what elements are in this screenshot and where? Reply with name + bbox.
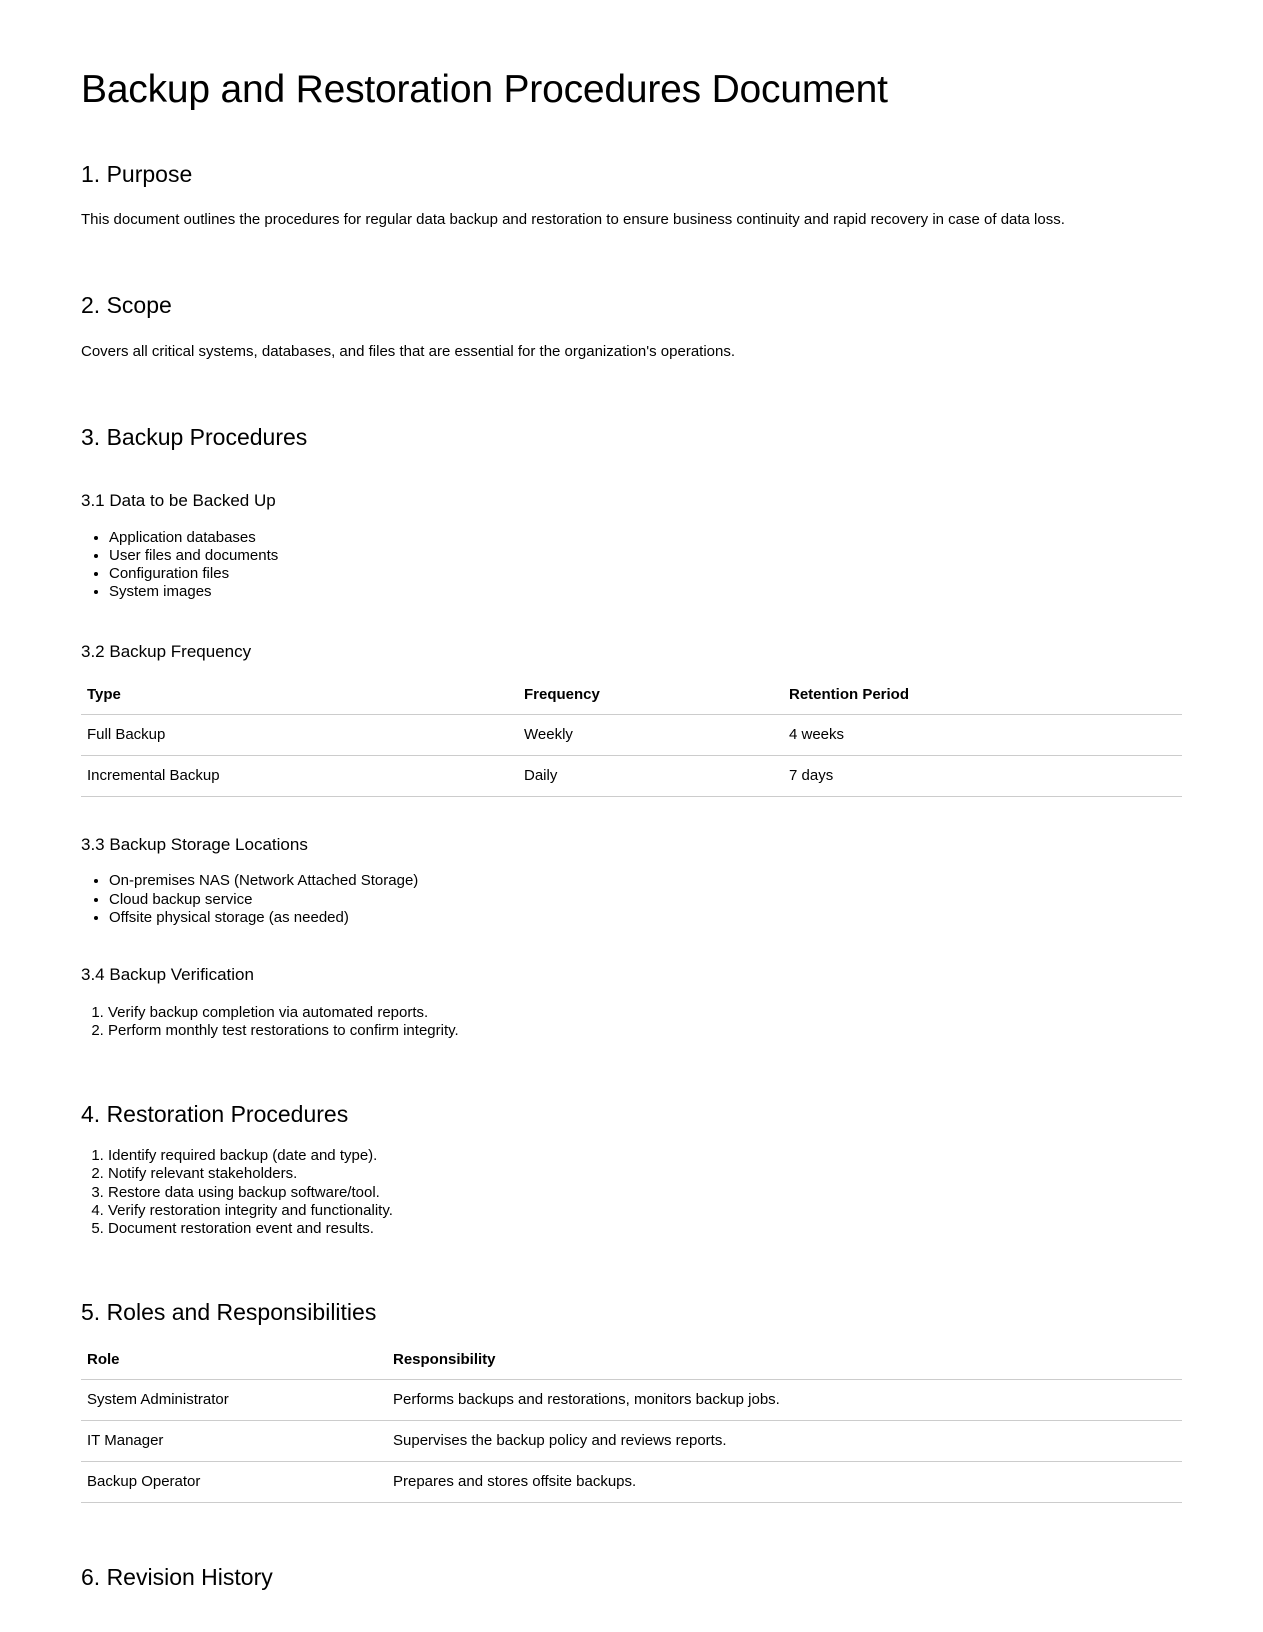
section-heading-scope: 2. Scope: [81, 292, 172, 319]
section-heading-restoration-procedures: 4. Restoration Procedures: [81, 1101, 349, 1128]
list-item: • Offsite physical storage (as needed): [109, 909, 1182, 927]
cell-frequency: Weekly: [518, 715, 783, 756]
cell-responsibility: Performs backups and restorations, monitors backup jobs.: [387, 1380, 1182, 1421]
cell-retention: 7 days: [783, 756, 1182, 797]
table-row: [81, 1380, 1182, 1421]
list-item: • Configuration files: [109, 565, 1182, 583]
list-item: 5. Document restoration event and results.: [108, 1220, 1182, 1238]
table-row: [81, 715, 1182, 756]
restoration-procedures-list: [81, 1147, 1182, 1238]
subsection-heading-backup-frequency: 3.2 Backup Frequency: [81, 641, 252, 661]
cell-role: Backup Operator: [81, 1462, 387, 1503]
subsection-heading-data-to-be-backed-up: 3.1 Data to be Backed Up: [81, 491, 276, 511]
purpose-paragraph: This document outlines the procedures for regular data backup and restoration to ensure business continuity and rapid recovery in case of data loss.: [81, 211, 1065, 229]
list-item: • System images: [109, 583, 1182, 601]
list-item: 1. Identify required backup (date and type).: [108, 1147, 1182, 1165]
section-heading-backup-procedures: 3. Backup Procedures: [81, 423, 308, 450]
scope-paragraph: Covers all critical systems, databases, and files that are essential for the organization's operations.: [81, 342, 736, 360]
list-item: • User files and documents: [109, 547, 1182, 565]
subsection-heading-backup-verification: 3.4 Backup Verification: [81, 965, 254, 985]
table-row: [81, 1421, 1182, 1462]
cell-responsibility: Prepares and stores offsite backups.: [387, 1462, 1182, 1503]
list-item: 3. Restore data using backup software/tool.: [108, 1184, 1182, 1202]
table-row: [81, 756, 1182, 797]
cell-responsibility: Supervises the backup policy and reviews reports.: [387, 1421, 1182, 1462]
storage-locations-list: [81, 872, 1182, 927]
column-header-role: Role: [81, 1343, 387, 1380]
table-header-row: [81, 1343, 1182, 1380]
cell-type: Incremental Backup: [81, 756, 518, 797]
list-item: 1. Verify backup completion via automated reports.: [108, 1004, 1182, 1022]
column-header-type: Type: [81, 678, 518, 715]
section-heading-purpose: 1. Purpose: [81, 160, 193, 187]
cell-frequency: Daily: [518, 756, 783, 797]
page-title: Backup and Restoration Procedures Document: [81, 68, 888, 111]
list-item: 4. Verify restoration integrity and functionality.: [108, 1202, 1182, 1220]
column-header-frequency: Frequency: [518, 678, 783, 715]
cell-type: Full Backup: [81, 715, 518, 756]
cell-role: IT Manager: [81, 1421, 387, 1462]
data-to-backup-list: [81, 529, 1182, 602]
table-header-row: [81, 678, 1182, 715]
list-item: • On-premises NAS (Network Attached Storage): [109, 872, 1182, 890]
roles-responsibilities-table: [81, 1343, 1182, 1503]
column-header-responsibility: Responsibility: [387, 1343, 1182, 1380]
list-item: • Cloud backup service: [109, 891, 1182, 909]
subsection-heading-backup-storage-locations: 3.3 Backup Storage Locations: [81, 835, 308, 855]
list-item: • Application databases: [109, 529, 1182, 547]
section-heading-roles-and-responsibilities: 5. Roles and Responsibilities: [81, 1299, 377, 1326]
backup-verification-list: [81, 1004, 1182, 1041]
list-item: 2. Perform monthly test restorations to confirm integrity.: [108, 1022, 1182, 1040]
section-heading-revision-history: 6. Revision History: [81, 1564, 273, 1591]
backup-frequency-table: [81, 678, 1182, 797]
column-header-retention-period: Retention Period: [783, 678, 1182, 715]
table-row: [81, 1462, 1182, 1503]
cell-role: System Administrator: [81, 1380, 387, 1421]
list-item: 2. Notify relevant stakeholders.: [108, 1165, 1182, 1183]
cell-retention: 4 weeks: [783, 715, 1182, 756]
